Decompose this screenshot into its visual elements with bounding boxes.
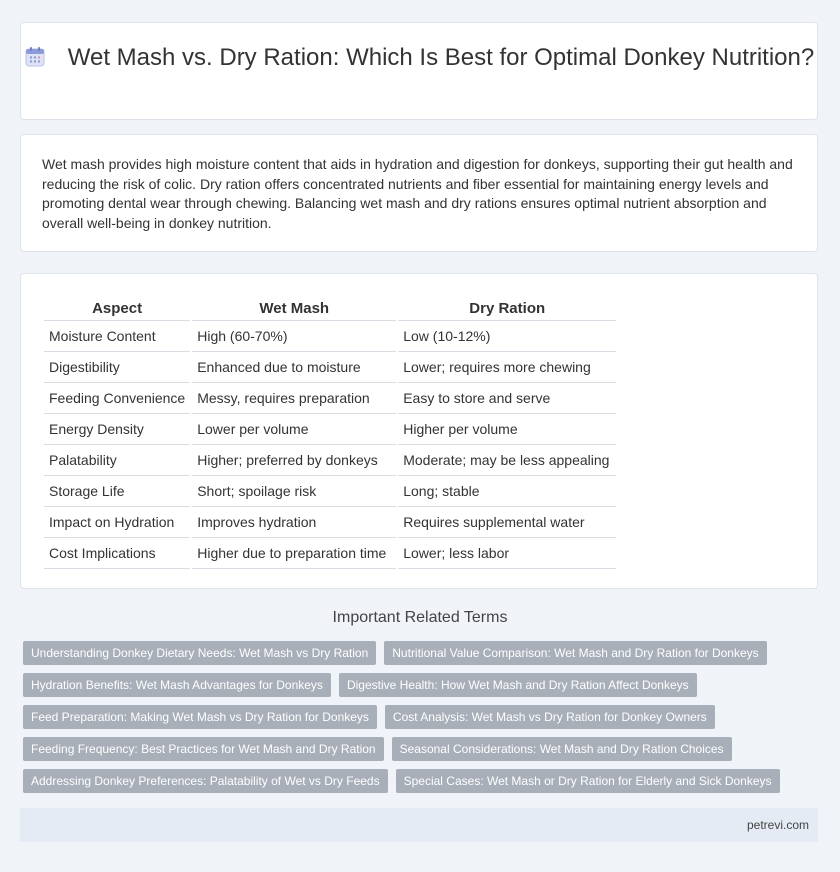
table-cell: Short; spoilage risk [192,476,396,507]
table-row [44,445,616,476]
related-tag[interactable]: Hydration Benefits: Wet Mash Advantages for Donkeys [23,673,331,697]
related-tag[interactable]: Cost Analysis: Wet Mash vs Dry Ration for Donkey Owners [385,705,715,729]
table-row [44,383,616,414]
intro-paragraph: Wet mash provides high moisture content that aids in hydration and digestion for donkeys, supporting their gut health and reducing the risk of colic. Dry ration offers concentrated nutrients and fiber essential for maintaining energy levels and promoting dental wear through chewing. Balancing wet mash and dry rations ensures optimal nutrient absorption and overall well-being in donkey nutrition. [42,156,793,231]
footer [20,808,818,842]
footer-site-link[interactable]: petrevi.com [746,818,809,832]
column-header-dry-ration: Dry Ration [398,294,616,321]
related-tag[interactable]: Understanding Donkey Dietary Needs: Wet Mash vs Dry Ration [23,641,376,665]
related-tag[interactable]: Special Cases: Wet Mash or Dry Ration for Elderly and Sick Donkeys [396,769,780,793]
table-cell: Easy to store and serve [398,383,616,414]
table-cell: Palatability [44,445,190,476]
table-cell: Low (10-12%) [398,321,616,352]
intro-card [20,134,818,252]
table-card [20,273,818,589]
table-cell: Lower; less labor [398,538,616,569]
related-tag[interactable]: Seasonal Considerations: Wet Mash and Dry Ration Choices [392,737,732,761]
table-row [44,352,616,383]
title-card [20,22,818,120]
table-cell: Long; stable [398,476,616,507]
title-text: Wet Mash vs. Dry Ration: Which Is Best for Optimal Donkey Nutrition? [67,44,815,71]
table-cell: Messy, requires preparation [192,383,396,414]
table-cell: Lower; requires more chewing [398,352,616,383]
table-row [44,507,616,538]
comparison-table [42,294,618,569]
table-cell: Moisture Content [44,321,190,352]
table-cell: Higher due to preparation time [192,538,396,569]
table-header-row [44,294,616,321]
related-tag[interactable]: Feed Preparation: Making Wet Mash vs Dry Ration for Donkeys [23,705,377,729]
table-cell: Enhanced due to moisture [192,352,396,383]
table-cell: Energy Density [44,414,190,445]
table-cell: Lower per volume [192,414,396,445]
related-tags [23,641,803,793]
column-header-wet-mash: Wet Mash [192,294,396,321]
related-tag[interactable]: Addressing Donkey Preferences: Palatability of Wet vs Dry Feeds [23,769,388,793]
table-cell: Feeding Convenience [44,383,190,414]
table-cell: Storage Life [44,476,190,507]
related-tag[interactable]: Digestive Health: How Wet Mash and Dry Ration Affect Donkeys [339,673,697,697]
table-cell: Higher; preferred by donkeys [192,445,396,476]
table-cell: Moderate; may be less appealing [398,445,616,476]
table-cell: High (60-70%) [192,321,396,352]
column-header-aspect: Aspect [44,294,190,321]
table-cell: Digestibility [44,352,190,383]
table-cell: Impact on Hydration [44,507,190,538]
table-row [44,321,616,352]
table-row [44,476,616,507]
table-row [44,538,616,569]
table-cell: Cost Implications [44,538,190,569]
related-terms-heading: Important Related Terms [332,609,508,626]
related-tag[interactable]: Nutritional Value Comparison: Wet Mash and Dry Ration for Donkeys [384,641,766,665]
related-tag[interactable]: Feeding Frequency: Best Practices for Wet Mash and Dry Ration [23,737,384,761]
page-title [21,43,817,72]
table-cell: Higher per volume [398,414,616,445]
table-row [44,414,616,445]
calendar-icon [24,46,46,68]
table-cell: Improves hydration [192,507,396,538]
table-cell: Requires supplemental water [398,507,616,538]
